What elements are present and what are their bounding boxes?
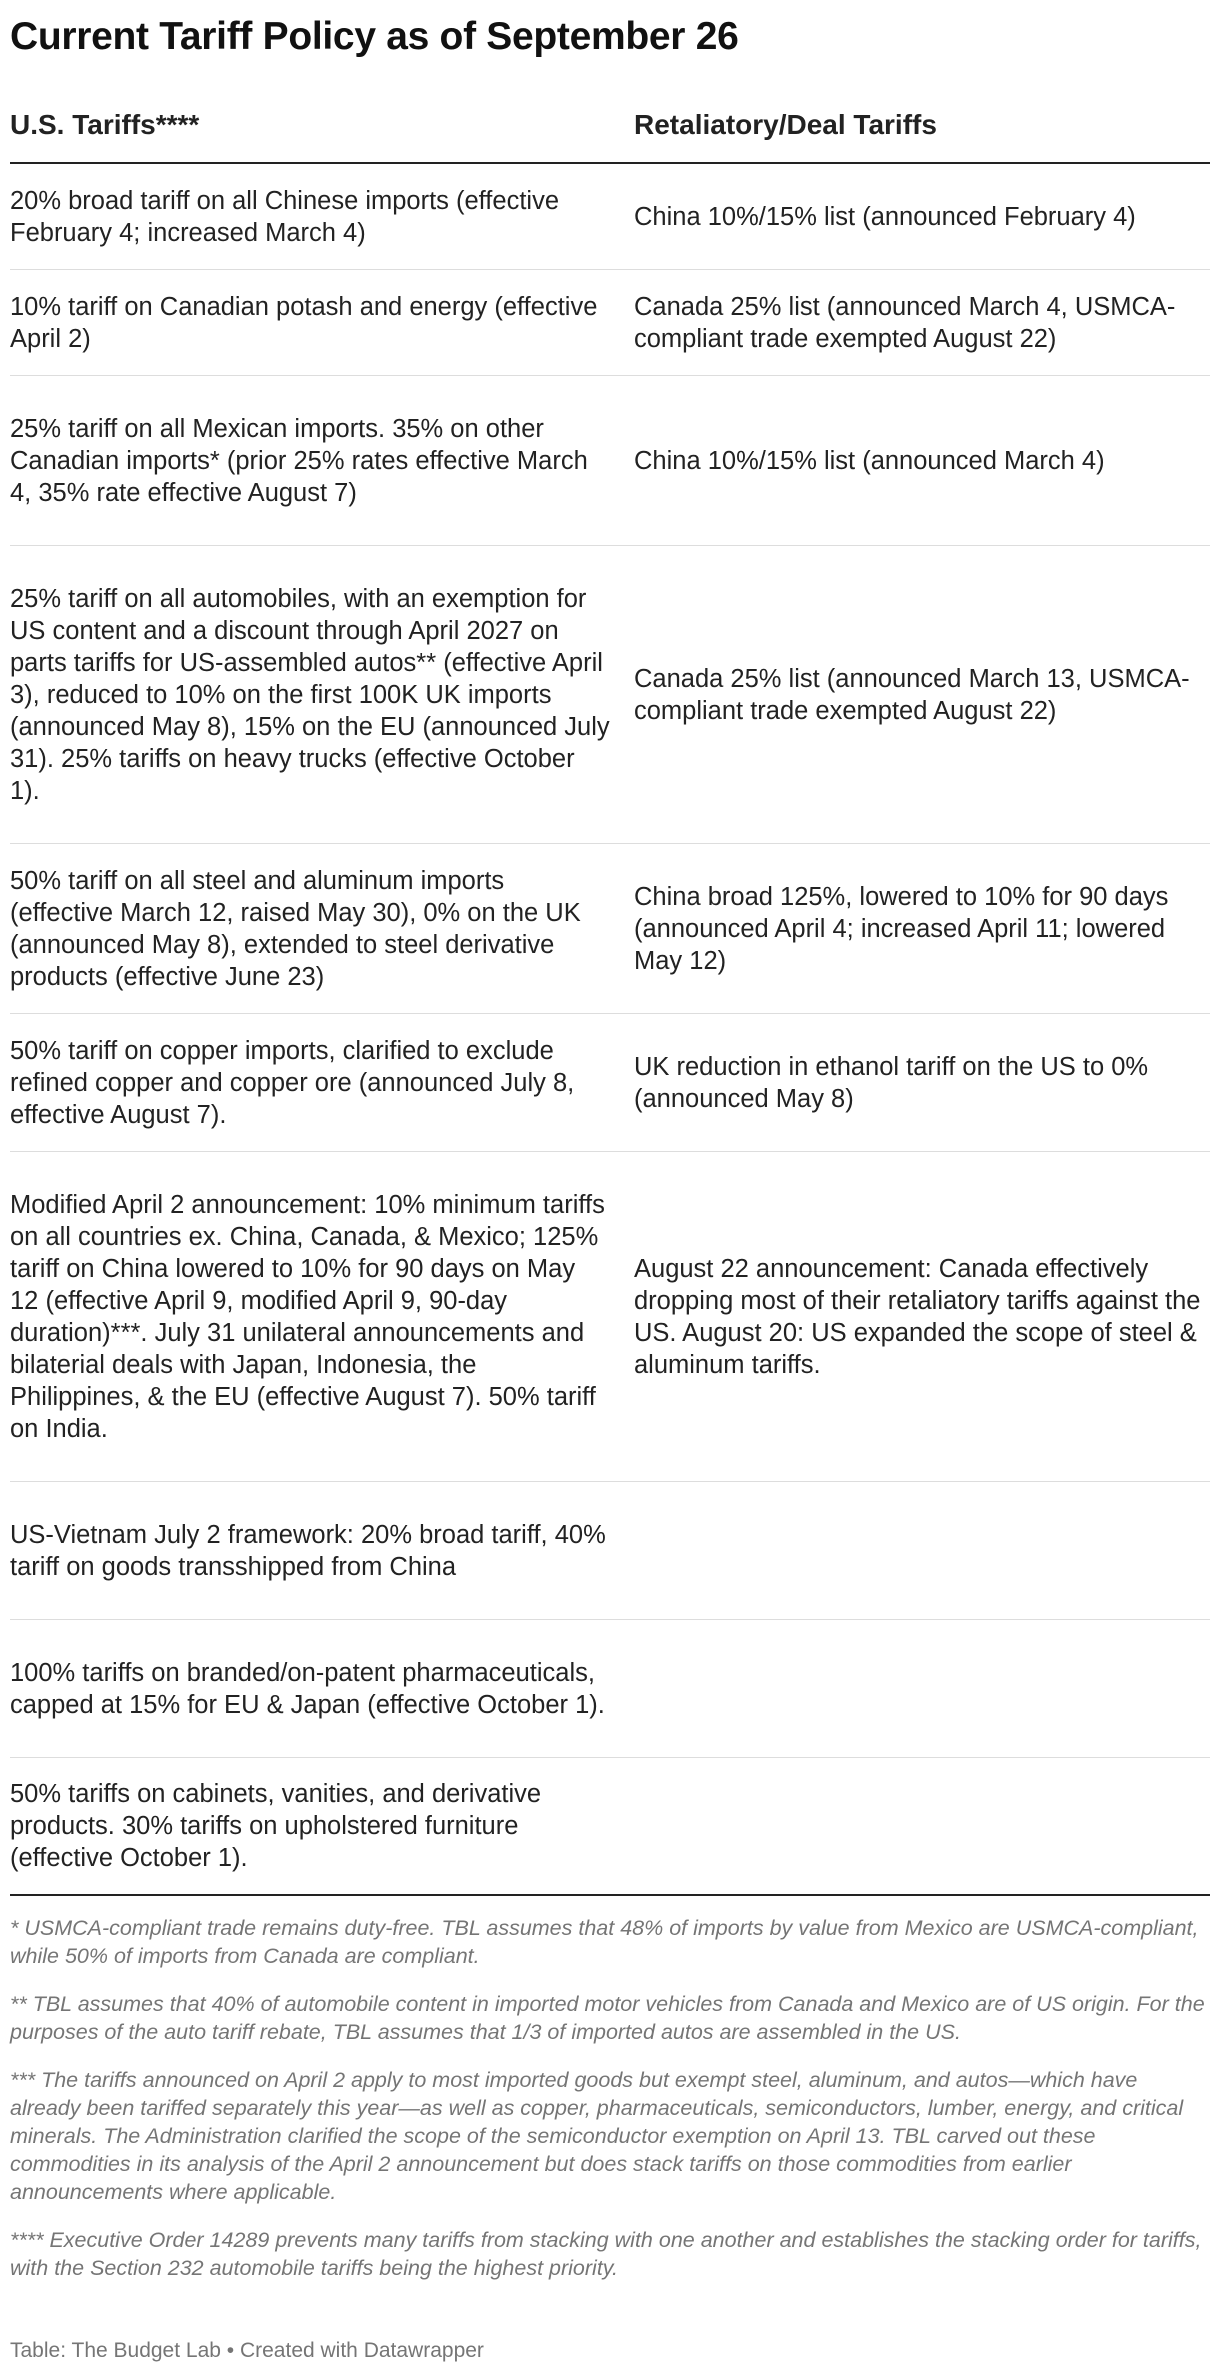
us-tariff-cell: 25% tariff on all automobiles, with an exemption for US content and a discount through April 2027 on parts tariffs for US-assembled autos** (effective April 3), reduced to 10% on the first 100K UK imports (announced May 8), 15% on the EU (announced July 31). 25% tariffs on heavy trucks (effective October 1).: [10, 584, 610, 805]
us-tariff-cell: 100% tariffs on branded/on-patent pharmaceuticals, capped at 15% for EU & Japan (effective October 1).: [10, 1658, 605, 1719]
footnotes: [10, 1914, 1210, 2282]
table-header: [10, 110, 1210, 164]
retaliatory-tariff-cell: UK reduction in ethanol tariff on the US to 0% (announced May 8): [634, 1052, 1149, 1113]
tariff-table: [10, 110, 1210, 1896]
us-tariff-cell: 50% tariff on all steel and aluminum imports (effective March 12, raised May 30), 0% on the UK (announced May 8), extended to steel derivative products (effective June 23): [10, 866, 581, 991]
footnote: **** Executive Order 14289 prevents many tariffs from stacking with one another and establishes the stacking order for tariffs, with the Section 232 automobile tariffs being the highest priority.: [10, 2228, 1202, 2280]
us-tariff-cell: 20% broad tariff on all Chinese imports (effective February 4; increased March 4): [10, 186, 560, 247]
page: [10, 0, 1210, 2362]
table-row: [10, 1152, 1210, 1482]
us-tariff-cell: Modified April 2 announcement: 10% minimum tariffs on all countries ex. China, Canada, & Mexico; 125% tariff on China lowered to 10% for 90 days on May 12 (effective April 9, modified April 9, 90-day duration)***. July 31 unilateral announcements and bilaterial deals with Japan, Indonesia, the Philippines, & the EU (effective August 7). 50% tariff on India.: [10, 1190, 605, 1443]
retaliatory-tariff-cell: China 10%/15% list (announced February 4): [634, 202, 1136, 231]
table-row: [10, 546, 1210, 844]
footnote: ** TBL assumes that 40% of automobile content in imported motor vehicles from Canada and Mexico are of US origin. For the purposes of the auto tariff rebate, TBL assumes that 1/3 of imported autos are assembled in the US.: [10, 1992, 1205, 2044]
us-tariff-cell: US-Vietnam July 2 framework: 20% broad tariff, 40% tariff on goods transshipped from China: [10, 1520, 606, 1581]
retaliatory-tariff-cell: China broad 125%, lowered to 10% for 90 days (announced April 4; increased April 11; lowered May 12): [634, 882, 1169, 975]
header-retaliatory-tariffs: Retaliatory/Deal Tariffs: [634, 109, 937, 140]
retaliatory-tariff-cell: Canada 25% list (announced March 13, USMCA-compliant trade exempted August 22): [634, 664, 1190, 725]
footnote: *** The tariffs announced on April 2 apply to most imported goods but exempt steel, aluminum, and autos—which have already been tariffed separately this year—as well as copper, pharmaceuticals, semiconductors, lumber, energy, and critical minerals. The Administration clarified the scope of the semiconductor exemption on April 13. TBL carved out these commodities in its analysis of the April 2 announcement but does stack tariffs on those commodities from earlier announcements where applicable.: [10, 2068, 1184, 2204]
source-credit: Table: The Budget Lab • Created with Datawrapper: [10, 2339, 484, 2362]
table-row: [10, 1482, 1210, 1620]
header-us-tariffs: U.S. Tariffs****: [10, 109, 200, 140]
table-row: [10, 164, 1210, 270]
retaliatory-tariff-cell: August 22 announcement: Canada effectively dropping most of their retaliatory tariffs against the US. August 20: US expanded the scope of steel & aluminum tariffs.: [634, 1254, 1201, 1379]
retaliatory-tariff-cell: China 10%/15% list (announced March 4): [634, 446, 1105, 475]
us-tariff-cell: 50% tariffs on cabinets, vanities, and derivative products. 30% tariffs on upholstered furniture (effective October 1).: [10, 1780, 542, 1872]
us-tariff-cell: 50% tariff on copper imports, clarified to exclude refined copper and copper ore (announced July 8, effective August 7).: [10, 1036, 575, 1129]
footnote: * USMCA-compliant trade remains duty-free. TBL assumes that 48% of imports by value from Mexico are USMCA-compliant, while 50% of imports from Canada are compliant.: [10, 1916, 1199, 1968]
table-row: [10, 376, 1210, 546]
table-row: [10, 1014, 1210, 1152]
table-row: [10, 1620, 1210, 1758]
table-row: [10, 1758, 1210, 1896]
table-row: [10, 270, 1210, 376]
retaliatory-tariff-cell: Canada 25% list (announced March 4, USMCA-compliant trade exempted August 22): [634, 292, 1176, 353]
page-title: Current Tariff Policy as of September 26: [10, 15, 739, 58]
table-row: [10, 844, 1210, 1014]
us-tariff-cell: 10% tariff on Canadian potash and energy (effective April 2): [10, 292, 598, 353]
us-tariff-cell: 25% tariff on all Mexican imports. 35% on other Canadian imports* (prior 25% rates effective March 4, 35% rate effective August 7): [10, 414, 588, 507]
